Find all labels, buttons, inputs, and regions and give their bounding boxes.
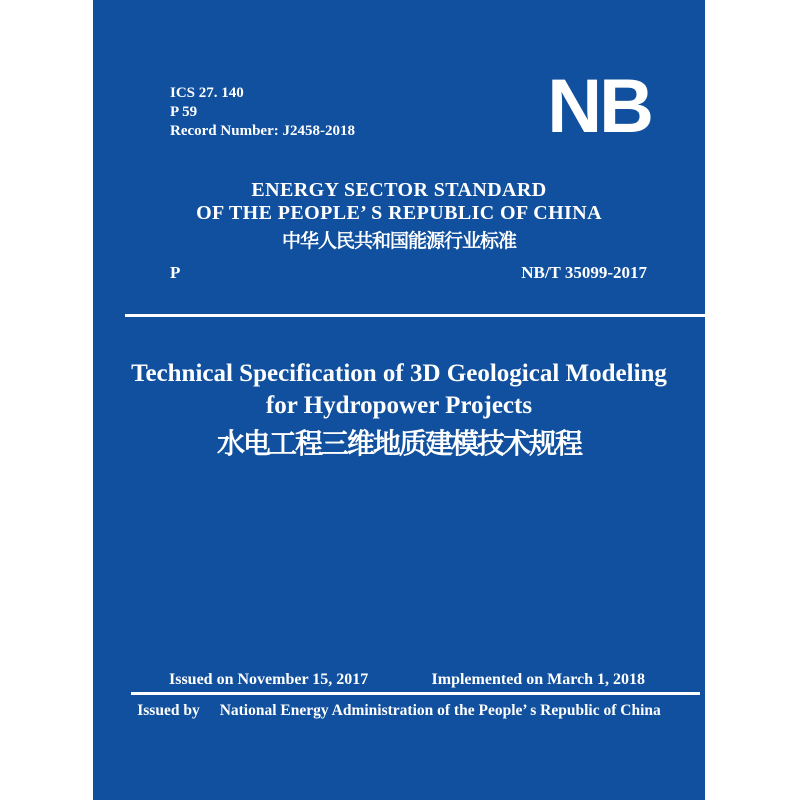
- document-title-en-line2: for Hydropower Projects: [265, 392, 533, 419]
- issuer-name: National Energy Administration of the People’ s Republic of China: [219, 702, 661, 719]
- issuer-row: [93, 701, 705, 720]
- divider-line-top: [125, 314, 705, 317]
- classification-code: P 59: [170, 104, 198, 120]
- standard-name-en-line2: OF THE PEOPLE’ S REPUBLIC OF CHINA: [196, 202, 602, 224]
- standard-name-zh: 中华人民共和国能源行业标准: [281, 230, 516, 252]
- standard-number-row: [170, 263, 647, 283]
- document-title-en-line1: Technical Specification of 3D Geological Modeling: [131, 360, 667, 387]
- standard-cover: [93, 0, 705, 800]
- standard-name-block: [93, 179, 705, 254]
- metadata-block: [170, 84, 355, 141]
- standard-name-en-line1: ENERGY SECTOR STANDARD: [251, 179, 547, 201]
- issued-date: Issued on November 15, 2017: [169, 671, 369, 688]
- class-letter: P: [170, 263, 181, 282]
- document-title-block: [93, 358, 705, 463]
- record-number: Record Number: J2458-2018: [170, 123, 355, 139]
- standard-number: NB/T 35099-2017: [521, 263, 647, 282]
- issued-by-label: Issued by: [137, 702, 200, 719]
- ics-code: ICS 27. 140: [170, 85, 244, 101]
- dates-row: [169, 670, 645, 690]
- document-title-zh: 水电工程三维地质建模技术规程: [216, 427, 581, 460]
- divider-line-bottom: [131, 692, 700, 695]
- nb-logo: NB: [547, 64, 651, 149]
- implemented-date: Implemented on March 1, 2018: [431, 671, 645, 688]
